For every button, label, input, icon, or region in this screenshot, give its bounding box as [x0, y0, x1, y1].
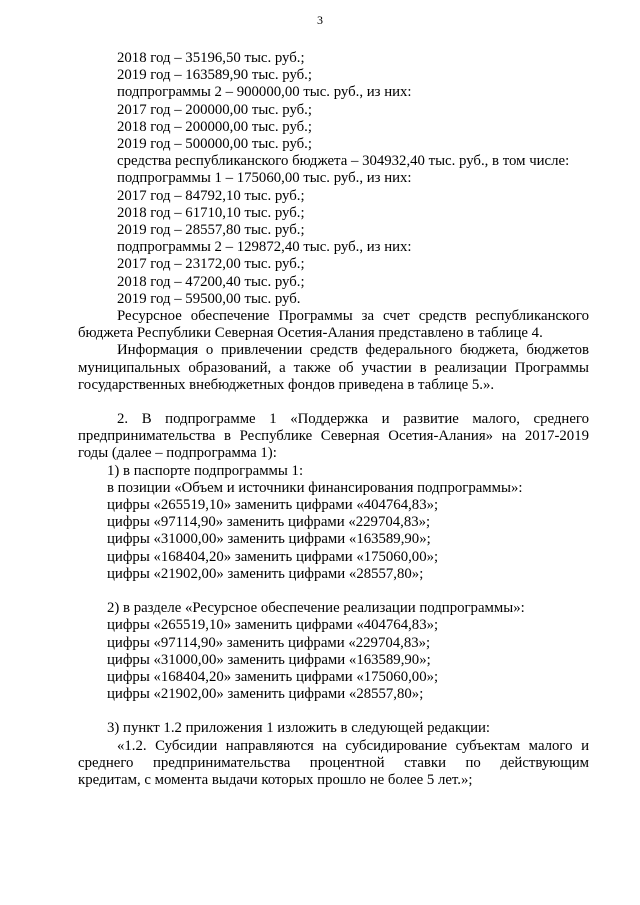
text-line: среднего предпринимательства процентной ставки по действующим: [78, 754, 589, 771]
text-line: цифры «21902,00» заменить цифрами «28557,80»;: [107, 565, 424, 582]
text-line: предпринимательства в Республике Северная Осетия-Алания» на 2017-2019: [78, 428, 589, 445]
blank-line: [78, 703, 589, 720]
text-line: 2017 год – 84792,10 тыс. руб.;: [117, 187, 305, 204]
text-line: «1.2. Субсидии направляются на субсидирование субъектам малого и: [117, 737, 589, 754]
text-line: в позиции «Объем и источники финансирования подпрограммы»:: [107, 479, 523, 496]
text-line: 2018 год – 35196,50 тыс. руб.;: [117, 50, 305, 66]
text-line: государственных внебюджетных фондов приведена в таблице 5.».: [78, 376, 495, 393]
text-line: цифры «97114,90» заменить цифрами «229704,83»;: [107, 514, 431, 531]
text-line: 2019 год – 163589,90 тыс. руб.;: [117, 67, 312, 84]
text-line: средства республиканского бюджета – 304932,40 тыс. руб., в том числе:: [117, 153, 570, 170]
text-line: 2018 год – 200000,00 тыс. руб.;: [117, 118, 312, 135]
text-line: 2019 год – 59500,00 тыс. руб.: [117, 290, 301, 307]
blank-line: [78, 583, 589, 600]
text-line: цифры «21902,00» заменить цифрами «28557,80»;: [107, 686, 424, 703]
text-line: муниципальных образований, а также об участии в реализации Программы: [78, 359, 589, 376]
document-body: [78, 50, 589, 789]
text-line: 2019 год – 500000,00 тыс. руб.;: [117, 136, 312, 153]
text-line: цифры «168404,20» заменить цифрами «175060,00»;: [107, 548, 439, 565]
text-line: 2019 год – 28557,80 тыс. руб.;: [117, 222, 305, 239]
text-line: Информация о привлечении средств федерального бюджета, бюджетов: [117, 342, 589, 359]
text-line: 1) в паспорте подпрограммы 1:: [107, 462, 304, 479]
text-line: цифры «265519,10» заменить цифрами «404764,83»;: [107, 497, 439, 514]
text-line: 2017 год – 23172,00 тыс. руб.;: [117, 256, 305, 273]
text-line: 2) в разделе «Ресурсное обеспечение реализации подпрограммы»:: [107, 600, 525, 617]
text-line: бюджета Республики Северная Осетия-Алания представлено в таблице 4.: [78, 325, 543, 342]
text-line: 2. В подпрограмме 1 «Поддержка и развитие малого, среднего: [117, 411, 589, 428]
text-line: 2017 год – 200000,00 тыс. руб.;: [117, 101, 312, 118]
text-line: цифры «265519,10» заменить цифрами «404764,83»;: [107, 617, 439, 634]
page-number: 3: [317, 13, 323, 27]
text-line: Ресурсное обеспечение Программы за счет средств республиканского: [117, 308, 589, 325]
text-line: годы (далее – подпрограмма 1):: [78, 445, 277, 462]
text-line: подпрограммы 2 – 129872,40 тыс. руб., из них:: [117, 239, 412, 256]
text-line: 3) пункт 1.2 приложения 1 изложить в следующей редакции:: [107, 720, 491, 737]
text-line: кредитам, с момента выдачи которых прошло не более 5 лет.»;: [78, 771, 473, 788]
text-line: 2018 год – 47200,40 тыс. руб.;: [117, 273, 305, 290]
text-line: 2018 год – 61710,10 тыс. руб.;: [117, 204, 305, 221]
text-line: цифры «97114,90» заменить цифрами «229704,83»;: [107, 634, 431, 651]
text-line: цифры «31000,00» заменить цифрами «163589,90»;: [107, 651, 431, 668]
blank-line: [78, 394, 589, 411]
text-line: подпрограммы 2 – 900000,00 тыс. руб., из них:: [117, 84, 412, 101]
text-line: цифры «31000,00» заменить цифрами «163589,90»;: [107, 531, 431, 548]
text-line: подпрограммы 1 – 175060,00 тыс. руб., из них:: [117, 170, 412, 187]
text-line: цифры «168404,20» заменить цифрами «175060,00»;: [107, 668, 439, 685]
